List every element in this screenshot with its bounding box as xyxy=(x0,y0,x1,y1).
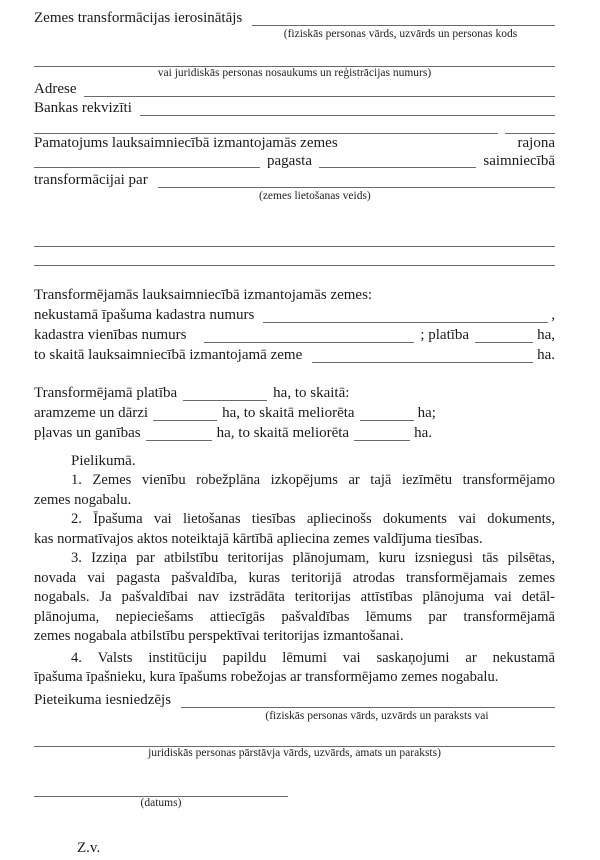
arable-row xyxy=(34,403,555,423)
justification-row-3 xyxy=(34,170,555,190)
arable-tail: ha; xyxy=(417,405,436,421)
date-fill-line[interactable] xyxy=(34,760,288,797)
agri-land-row xyxy=(34,345,555,365)
area-fill-line[interactable] xyxy=(475,342,533,343)
rajons-fill-line[interactable] xyxy=(34,167,260,168)
justification-lead: Pamatojums lauksaimniecībā izmantojamās zemes xyxy=(34,135,338,151)
attachment-item-4 xyxy=(34,649,555,688)
submitter-label: Pieteikuma iesniedzējs xyxy=(34,691,172,708)
blank-fill-line-1[interactable] xyxy=(34,203,555,247)
attachment-line: novada vai pagasta pašvaldība, kuras teritorijā atrodas transformējamais zemes xyxy=(34,569,555,586)
justification-row-2 xyxy=(34,153,555,170)
cadastre-unit-label: kadastra vienības numurs xyxy=(34,327,187,343)
attachment-line: 2. Īpašuma vai lietošanas tiesības apliecinošs dokuments vai dokuments, xyxy=(71,511,555,527)
initiator-fill-line[interactable] xyxy=(252,25,555,26)
attachment-line: 1. Zemes vienību robežplāna izkopējums ar tajā iezīmētu transformējamo xyxy=(71,472,555,488)
justification-transf-label: transformācijai par xyxy=(34,172,148,188)
agri-land-fill-line[interactable] xyxy=(312,362,533,363)
arable-fill-line[interactable] xyxy=(153,420,217,421)
initiator-label: Zemes transformācijas ierosinātājs xyxy=(34,10,243,26)
blank-fill-line-2[interactable] xyxy=(34,247,555,266)
meadow-mid: ha, to skaitā meliorēta xyxy=(216,425,350,441)
transform-area-fill-line[interactable] xyxy=(183,400,267,401)
submitter-fill-line-2[interactable] xyxy=(34,723,555,747)
bank-label: Bankas rekvizīti xyxy=(34,100,132,116)
cadastre-number-row xyxy=(34,305,555,325)
land-section-title: Transformējamās lauksaimniecībā izmantojamās zemes: xyxy=(34,287,373,303)
transform-area-label: Transformējamā platība xyxy=(34,385,178,401)
meadow-drained-fill-line[interactable] xyxy=(354,440,410,441)
justification-fill-row xyxy=(34,118,555,134)
address-label: Adrese xyxy=(34,81,77,97)
submitter-caption-physical: (fiziskās personas vārds, uzvārds un paraksts vai xyxy=(265,709,489,722)
justification-pagasta: pagasta xyxy=(267,153,312,169)
cadastre-unit-row xyxy=(34,325,555,345)
address-row xyxy=(34,80,555,99)
attachment-line: 3. Izziņa par atbilstību teritorijas plānojumam, kuru izsniegusi tās pilsētas, xyxy=(71,550,555,566)
attachment-item-3 xyxy=(34,549,555,647)
cadastre-number-tail: , xyxy=(551,307,555,323)
attachment-line: 4. Valsts institūciju papildu lēmumi vai saskaņojumi ar nekustamā xyxy=(71,649,555,666)
area-unit: ha, xyxy=(537,327,555,343)
meadow-row xyxy=(34,423,555,443)
attachment-line: zemes nogabalu. xyxy=(34,491,132,508)
cadastre-number-fill-line[interactable] xyxy=(263,322,548,323)
date-caption: (datums) xyxy=(140,796,182,809)
attachment-line: nogabals. Ja pašvaldībai nav izstrādāta teritorijas attīstības plānojuma vai detāl- xyxy=(34,589,555,605)
seal-label: Z.v. xyxy=(77,839,101,856)
bank-row xyxy=(34,99,555,118)
attachment-line: īpašuma īpašnieku, kura īpašums robežojas ar transformējamo zemes nogabalu. xyxy=(34,669,499,685)
meadow-fill-line[interactable] xyxy=(146,440,212,441)
agri-land-label: to skaitā lauksaimniecībā izmantojamā zeme xyxy=(34,347,303,363)
initiator-caption-physical: (fiziskās personas vārds, uzvārds un personas kods xyxy=(283,28,518,40)
attachments-title: Pielikumā. xyxy=(71,453,136,469)
submitter-caption-legal: juridiskās personas pārstāvja vārds, uzvārds, amats un paraksts) xyxy=(148,746,441,759)
meadow-label: pļavas un ganības xyxy=(34,425,141,441)
meadow-tail: ha. xyxy=(414,425,433,441)
land-use-fill-line[interactable] xyxy=(158,187,555,188)
transform-area-row xyxy=(34,383,555,403)
initiator-fill-line-2[interactable] xyxy=(34,41,555,67)
land-use-caption: (zemes lietošanas veids) xyxy=(259,190,371,202)
address-fill-line[interactable] xyxy=(84,96,555,97)
cadastre-number-label: nekustamā īpašuma kadastra numurs xyxy=(34,307,255,323)
pagasts-fill-line[interactable] xyxy=(319,167,476,168)
justification-row-1 xyxy=(34,134,555,153)
justification-saimnieciba: saimniecībā xyxy=(483,153,555,169)
submitter-row xyxy=(34,690,555,710)
attachment-line: zemes nogabala atbilstību perspektīvai teritorijas izmantošanai. xyxy=(34,628,404,644)
arable-drained-fill-line[interactable] xyxy=(360,420,414,421)
attachment-item-2 xyxy=(34,510,555,549)
initiator-caption-legal: vai juridiskās personas nosaukums un reģistrācijas numurs) xyxy=(157,67,432,79)
bank-fill-line[interactable] xyxy=(140,115,555,116)
attachment-item-1 xyxy=(34,471,555,510)
cadastre-unit-fill-line[interactable] xyxy=(204,342,414,343)
agri-land-unit: ha. xyxy=(537,347,555,363)
initiator-row xyxy=(34,8,555,28)
arable-label: aramzeme un dārzi xyxy=(34,405,149,421)
arable-mid: ha, to skaitā meliorēta xyxy=(222,405,355,421)
attachment-line: plānojuma, nepieciešams attiecīgās pašvaldības lēmums par transformējamā xyxy=(34,608,555,625)
attachment-line: kas normatīvajos aktos noteiktajā kārtībā apliecina zemes valdījuma tiesības. xyxy=(34,530,483,547)
submitter-fill-line[interactable] xyxy=(181,707,555,708)
justification-rajona: rajona xyxy=(517,135,555,151)
area-label: ; platība xyxy=(420,327,470,343)
transform-area-tail: ha, to skaitā: xyxy=(273,385,350,401)
